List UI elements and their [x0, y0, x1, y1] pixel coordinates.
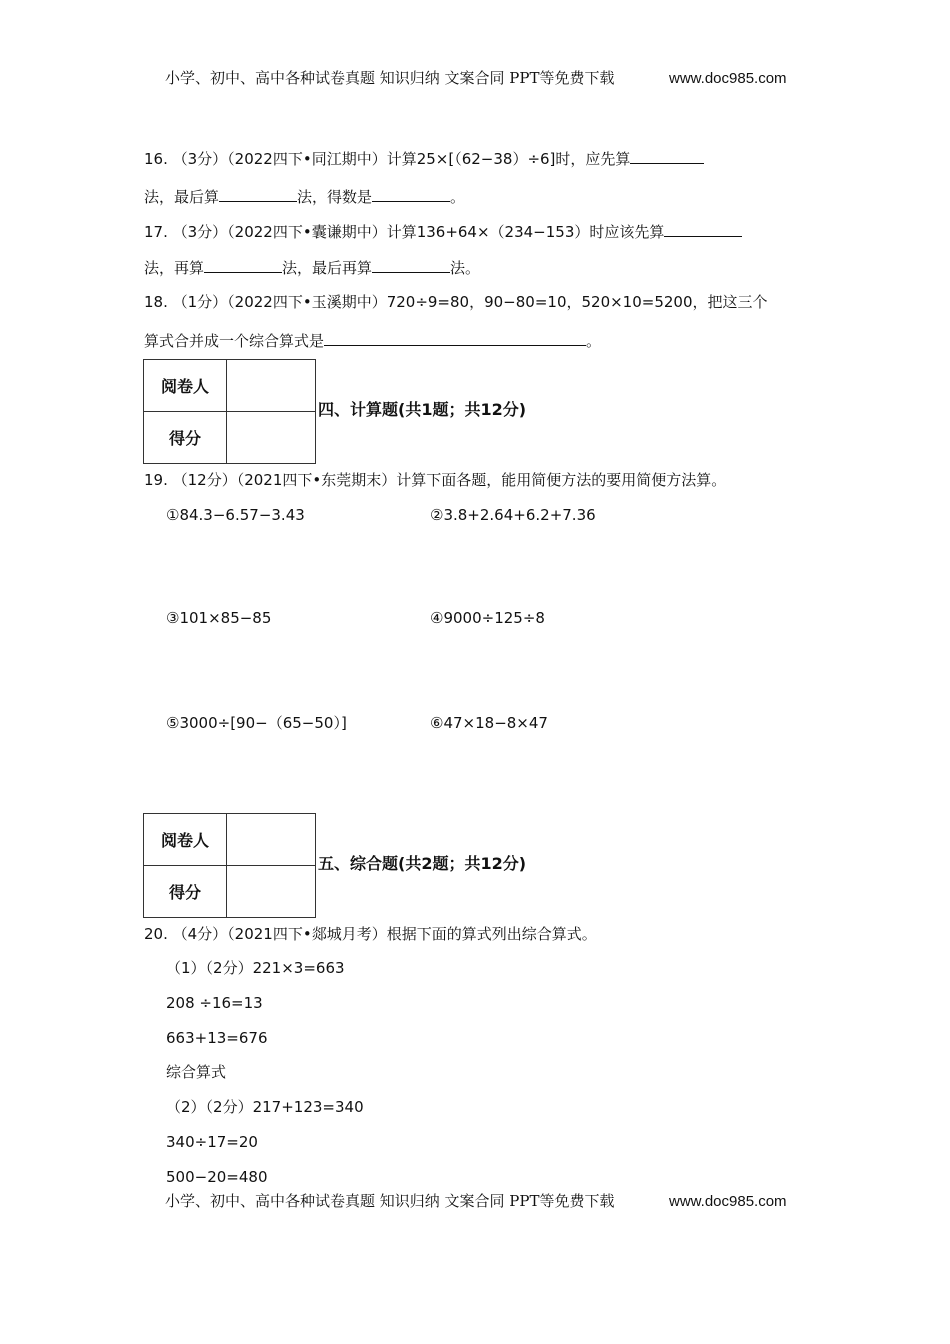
- q19-title: 19. （12分）（2021四下•东莞期末）计算下面各题，能用简便方法的要用简便方法算。: [144, 471, 727, 489]
- q16-blank-1[interactable]: [630, 147, 704, 164]
- reviewer-label: 阅卷人: [144, 814, 227, 866]
- q18-blank-1[interactable]: [324, 329, 586, 346]
- q17-blank-2[interactable]: [204, 256, 282, 273]
- q19-item-2: ②3.8+2.64+6.2+7.36: [430, 506, 596, 524]
- q17-line2: [144, 256, 480, 278]
- q16-line2: [144, 185, 465, 207]
- q19-item-6: ⑥47×18−8×47: [430, 714, 548, 732]
- q16-text-2a: 法，最后算: [144, 188, 220, 206]
- q19-item-4: ④9000÷125÷8: [430, 609, 545, 627]
- q20-part2-eq3: 500−20=480: [166, 1168, 268, 1186]
- q17-text-2b: 法，最后再算: [282, 259, 373, 277]
- score-field[interactable]: [227, 866, 316, 918]
- q19-item-1: ①84.3−6.57−3.43: [166, 506, 305, 524]
- section-title-4: 四、计算题(共1题；共12分): [318, 400, 527, 419]
- q19-item-5: ⑤3000÷[90−（65−50）]: [166, 714, 347, 732]
- page-header-site[interactable]: www.doc985.com: [669, 70, 787, 87]
- q17-text: 17. （3分）（2022四下•囊谦期中）计算136+64×（234−153）时应该先算: [144, 223, 665, 241]
- q16-text: 16. （3分）（2022四下•同江期中）计算25×[（62−38）÷6]时，应先算: [144, 150, 631, 168]
- page-footer-site[interactable]: www.doc985.com: [669, 1193, 787, 1210]
- reviewer-label: 阅卷人: [144, 360, 227, 412]
- q18-line1: 18. （1分）（2022四下•玉溪期中）720÷9=80，90−80=10，520×10=5200，把这三个: [144, 293, 768, 311]
- score-label: 得分: [144, 866, 227, 918]
- q20-part1-eq2: 208 ÷16=13: [166, 994, 263, 1012]
- q18-text-2a: 算式合并成一个综合算式是: [144, 332, 325, 350]
- q16-blank-3[interactable]: [372, 185, 450, 202]
- q17-line1: [144, 220, 742, 242]
- reviewer-field[interactable]: [227, 814, 316, 866]
- q19-item-3: ③101×85−85: [166, 609, 272, 627]
- q16-blank-2[interactable]: [219, 185, 297, 202]
- score-label: 得分: [144, 412, 227, 464]
- score-box-1: [143, 359, 316, 464]
- score-field[interactable]: [227, 412, 316, 464]
- page-header-text: 小学、初中、高中各种试卷真题 知识归纳 文案合同 PPT等免费下载: [165, 69, 615, 87]
- q17-blank-3[interactable]: [372, 256, 450, 273]
- score-box-2: [143, 813, 316, 918]
- q16-text-2c: 。: [450, 188, 466, 206]
- page-footer-text: 小学、初中、高中各种试卷真题 知识归纳 文案合同 PPT等免费下载: [165, 1192, 615, 1210]
- q17-blank-1[interactable]: [664, 220, 742, 237]
- q20-part2-eq2: 340÷17=20: [166, 1133, 258, 1151]
- q17-text-2c: 法。: [450, 259, 481, 277]
- q20-part1-label: 综合算式: [166, 1063, 227, 1081]
- q20-part1: （1）（2分）221×3=663: [166, 959, 345, 977]
- q20-title: 20. （4分）（2021四下•郯城月考）根据下面的算式列出综合算式。: [144, 925, 597, 943]
- q20-part2: （2）（2分）217+123=340: [166, 1098, 364, 1116]
- q20-part1-eq3: 663+13=676: [166, 1029, 268, 1047]
- q16-line1: [144, 147, 704, 169]
- q18-line2: [144, 329, 601, 351]
- q16-text-2b: 法，得数是: [297, 188, 373, 206]
- section-title-5: 五、综合题(共2题；共12分): [318, 854, 527, 873]
- q17-text-2a: 法，再算: [144, 259, 205, 277]
- q18-text-2c: 。: [586, 332, 602, 350]
- reviewer-field[interactable]: [227, 360, 316, 412]
